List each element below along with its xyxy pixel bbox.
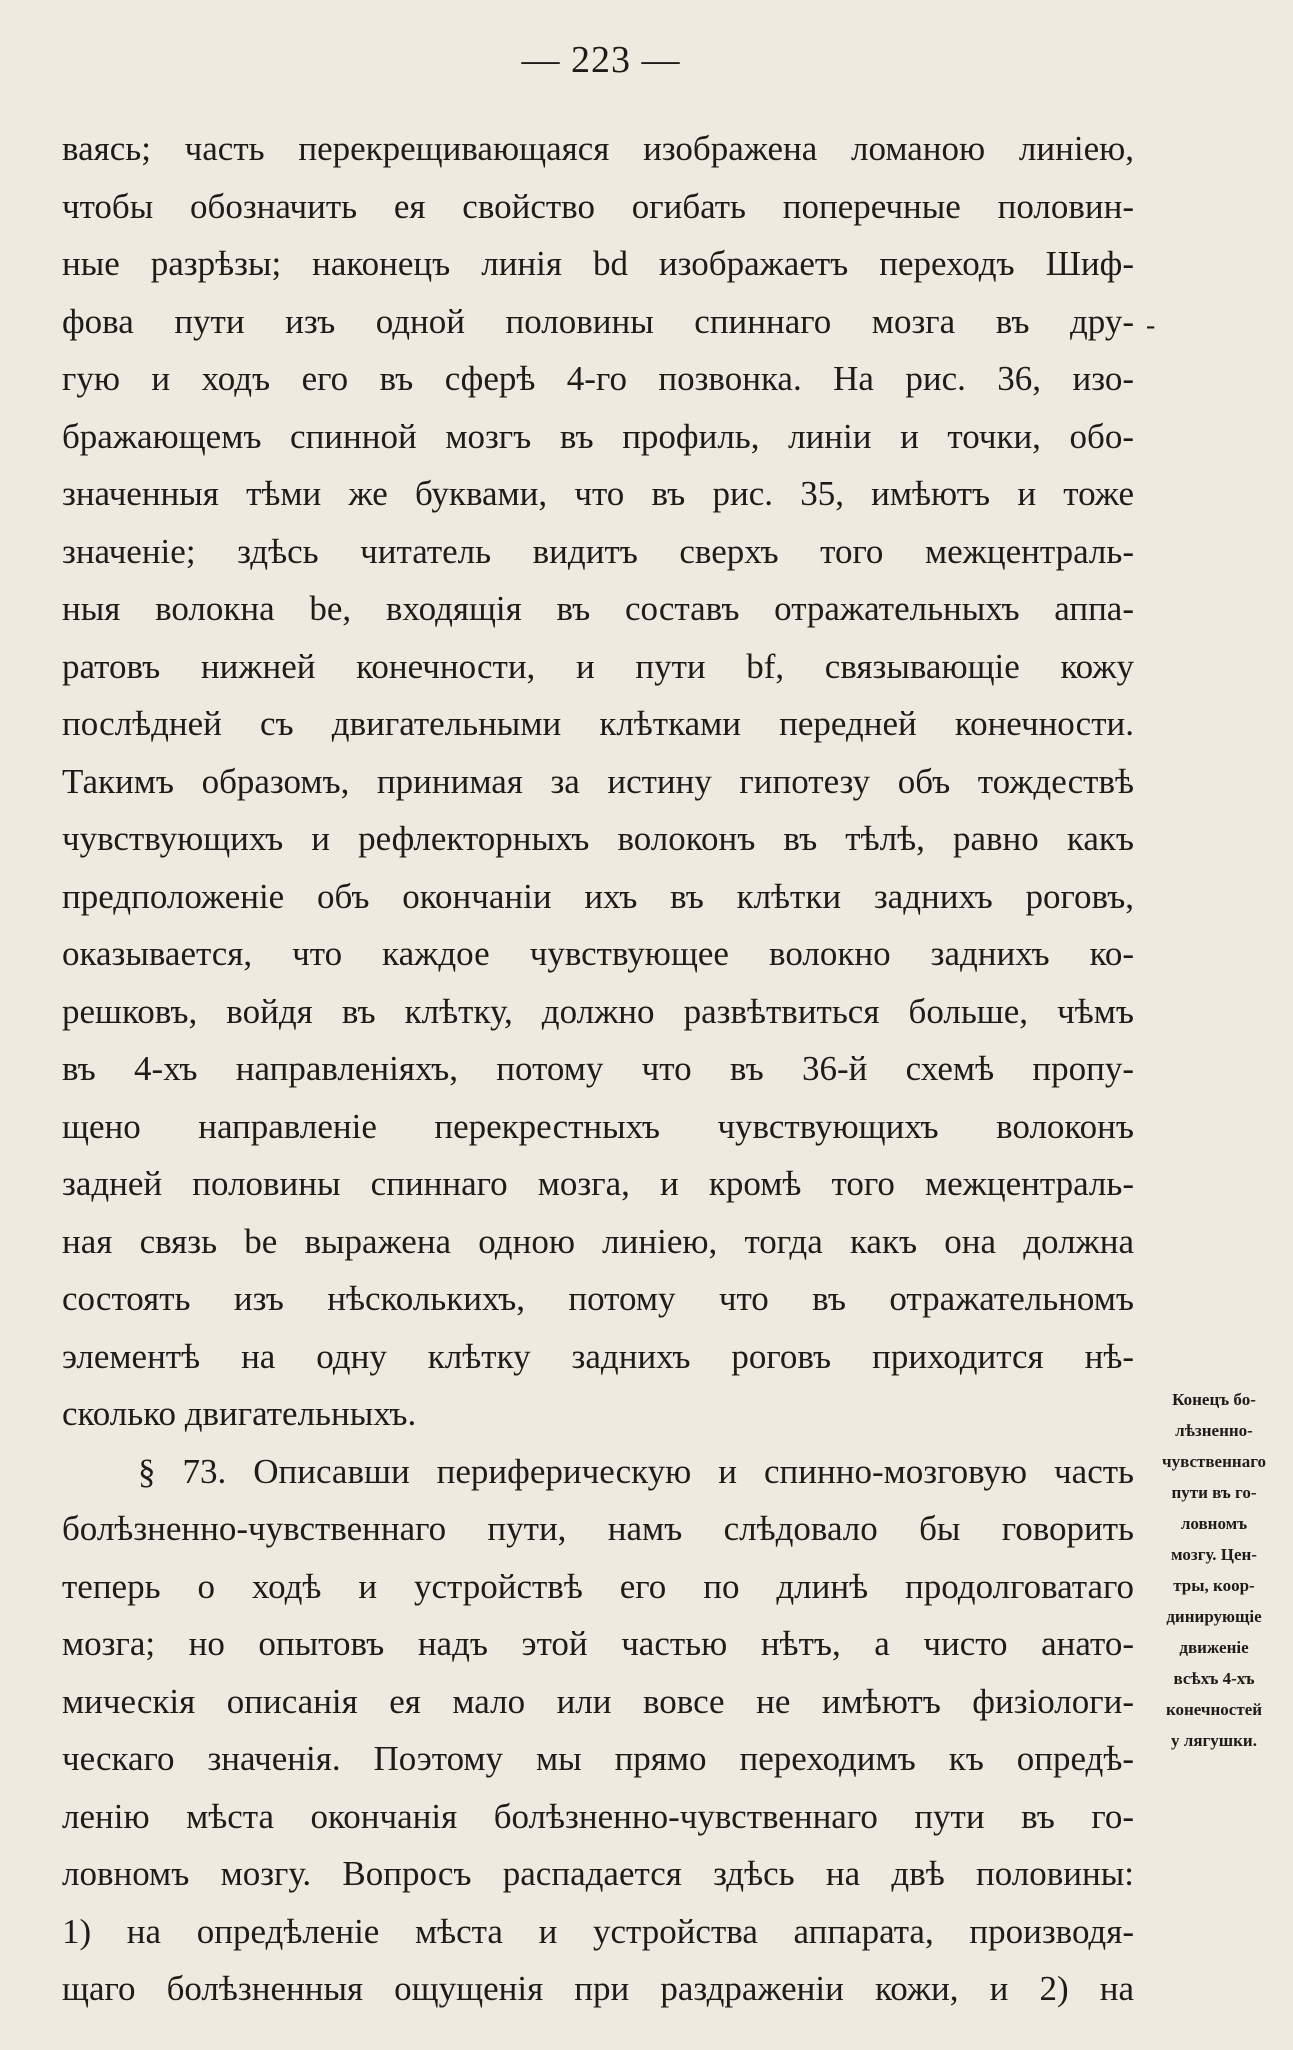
text-line: болѣзненно-чувственнаго пути, намъ слѣдовало бы говорить (62, 1509, 1134, 1548)
text-line: теперь о ходѣ и устройствѣ его по длинѣ продолговатаго (62, 1566, 1134, 1606)
margin-note-line: Конецъ бо- (1172, 1390, 1256, 1409)
margin-note-line: тры, коор- (1173, 1576, 1255, 1595)
text-line: Такимъ образомъ, принимая за истину гипотезу объ тождествѣ (62, 761, 1134, 801)
text-line: предположенiе объ окончанiи ихъ въ клѣтки заднихъ роговъ, (62, 876, 1134, 916)
margin-note-line: мозгу. Цен- (1171, 1545, 1257, 1564)
text-line: мическiя описанiя ея мало или вовсе не имѣютъ физiологи- (62, 1681, 1134, 1721)
margin-note-line: движенiе (1179, 1638, 1249, 1657)
text-line: послѣдней съ двигательными клѣтками передней конечности. (62, 704, 1134, 743)
text-line: оказывается, что каждое чувствующее волокно заднихъ ко- (62, 934, 1134, 973)
margin-note-line: всѣхъ 4-хъ (1173, 1669, 1255, 1688)
text-line: гую и ходъ его въ сферѣ 4-го позвонка. На рис. 36, изо- (62, 359, 1134, 398)
margin-note-line: ловномъ (1180, 1514, 1248, 1533)
text-line: ная связь be выражена одною линiею, тогда какъ она должна (62, 1221, 1134, 1261)
margin-note-line: у лягушки. (1171, 1731, 1257, 1750)
side-hyphen-mark: - (1146, 310, 1156, 341)
text-line: состоять изъ нѣсколькихъ, потому что въ отражательномъ (62, 1279, 1134, 1318)
text-line: мозга; но опытовъ надъ этой частью нѣтъ, а чисто анато- (62, 1624, 1134, 1663)
text-line: бражающемъ спинной мозгъ въ профиль, линiи и точки, обо- (62, 416, 1134, 456)
margin-note-line: лѣзненно- (1175, 1421, 1253, 1440)
section-heading-line: § 73. Описавши периферическую и спинно-мозговую часть (138, 1451, 1134, 1491)
text-line: значенiе; здѣсь читатель видитъ сверхъ того межцентраль- (62, 531, 1134, 571)
text-line: чувствующихъ и рефлекторныхъ волоконъ въ тѣлѣ, равно какъ (62, 819, 1134, 858)
text-line: ныя волокна be, входящiя въ составъ отражательныхъ аппа- (62, 589, 1134, 628)
text-line: сколько двигательныхъ. (62, 1394, 417, 1433)
text-line: щено направленiе перекрестныхъ чувствующихъ волоконъ (62, 1106, 1134, 1146)
main-text (62, 120, 1134, 2018)
text-line: ваясь; часть перекрещивающаяся изображена ломаною линiею, (62, 129, 1134, 168)
text-line: элементѣ на одну клѣтку заднихъ роговъ приходится нѣ- (62, 1336, 1134, 1376)
margin-note-line: пути въ го- (1171, 1483, 1257, 1502)
text-line: фова пути изъ одной половины спиннаго мозга въ дру- (62, 301, 1134, 341)
text-line: ловномъ мозгу. Вопросъ распадается здѣсь на двѣ половины: (62, 1854, 1134, 1893)
page-number: — 223 — (521, 39, 681, 81)
text-line: ратовъ нижней конечности, и пути bf, связывающiе кожу (62, 646, 1134, 686)
margin-note-line: чувственнаго (1162, 1452, 1266, 1471)
text-line: ческаго значенiя. Поэтому мы прямо переходимъ къ опредѣ- (62, 1739, 1134, 1778)
text-line: значенныя тѣми же буквами, что въ рис. 35, имѣютъ и тоже (62, 474, 1134, 513)
margin-note-line: конечностей (1165, 1700, 1263, 1719)
text-line: задней половины спиннаго мозга, и кромѣ того межцентраль- (62, 1164, 1134, 1203)
text-line: ные разрѣзы; наконецъ линiя bd изображаетъ переходъ Шиф- (62, 244, 1134, 283)
text-line: ленiю мѣста окончанiя болѣзненно-чувственнаго пути въ го- (62, 1796, 1134, 1836)
text-line: щаго болѣзненныя ощущенiя при раздраженiи кожи, и 2) на (62, 1969, 1134, 2008)
margin-note-line: динирующiе (1166, 1607, 1262, 1626)
text-line: въ 4-хъ направленiяхъ, потому что въ 36-й схемѣ пропу- (62, 1049, 1134, 1088)
text-line: 1) на опредѣленiе мѣста и устройства аппарата, производя- (62, 1911, 1134, 1951)
margin-note (1140, 1384, 1288, 1756)
text-line: чтобы обозначить ея свойство огибать поперечные половин- (62, 186, 1134, 226)
text-line: решковъ, войдя въ клѣтку, должно развѣтвиться больше, чѣмъ (62, 991, 1134, 1031)
